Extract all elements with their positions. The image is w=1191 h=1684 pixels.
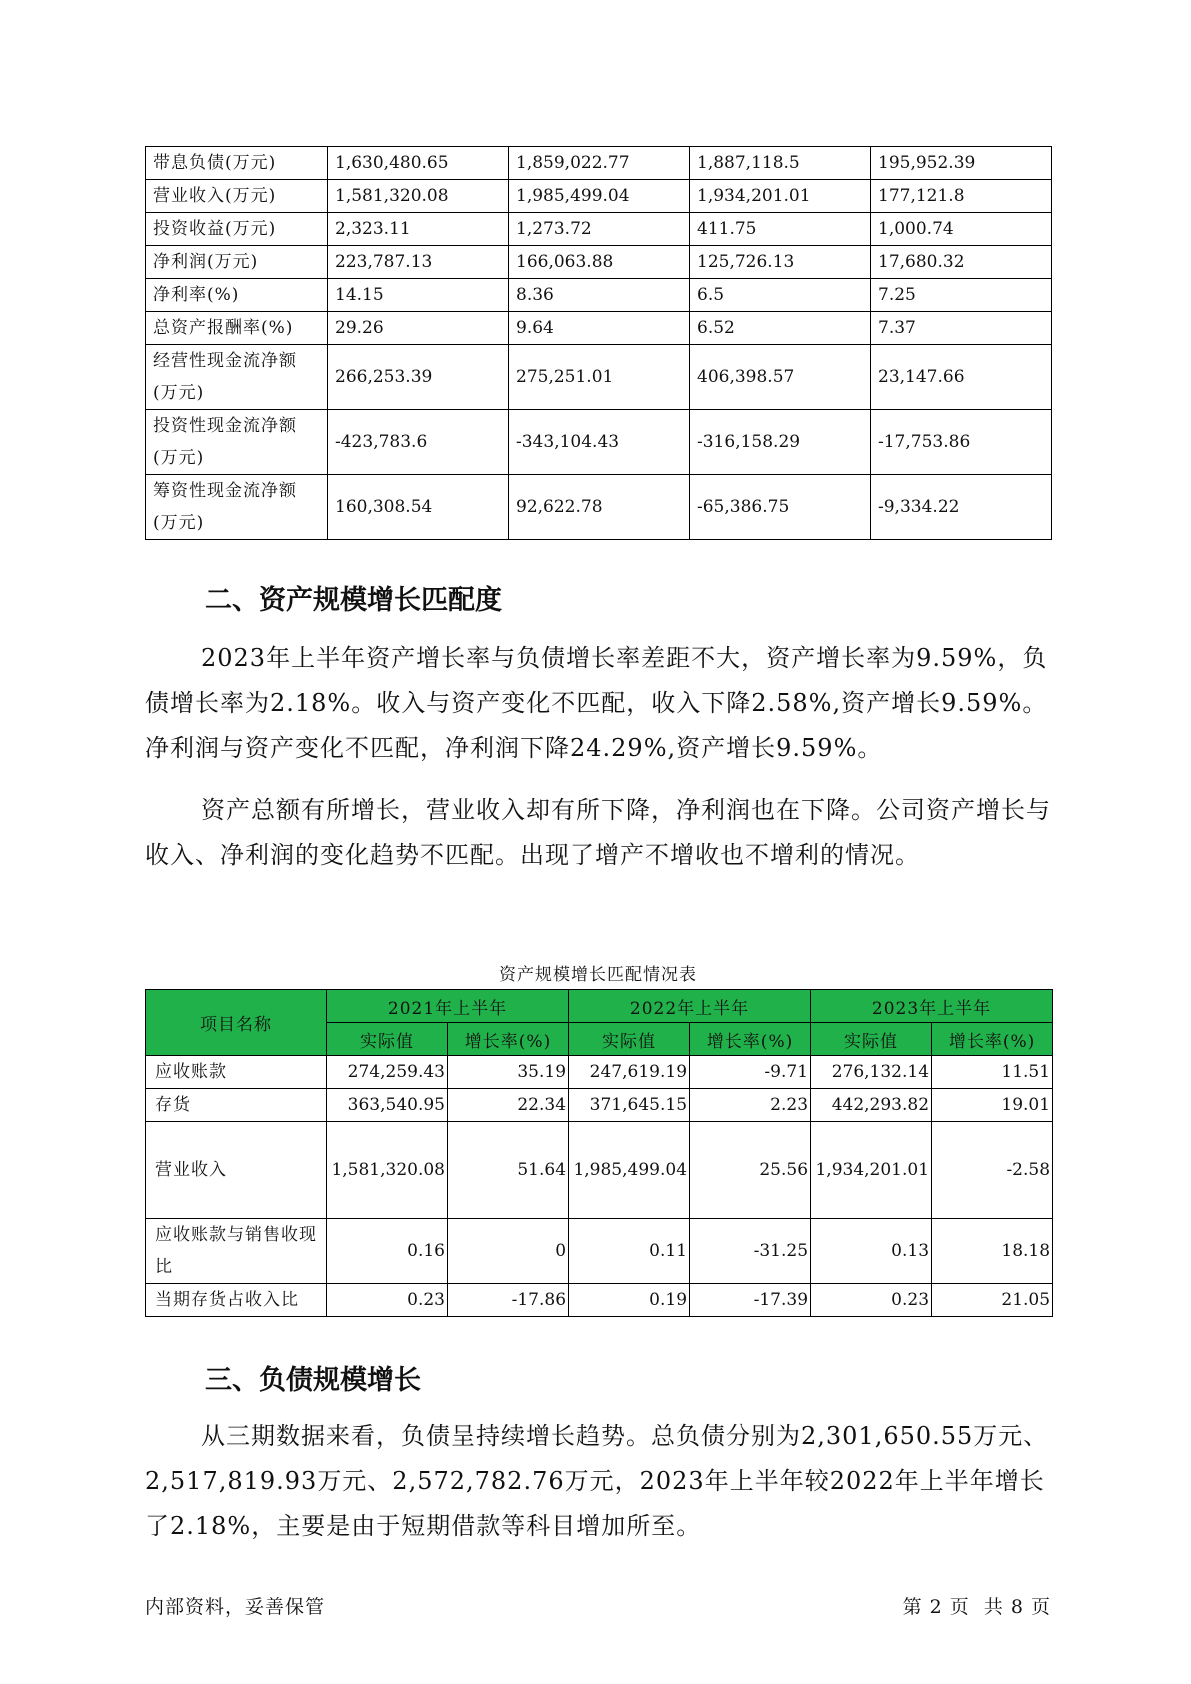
- table-cell: 14.15: [328, 279, 509, 312]
- row-label: 应收账款: [146, 1056, 327, 1089]
- row-label: 经营性现金流净额(万元): [146, 345, 328, 410]
- table-cell: 19.01: [932, 1089, 1053, 1122]
- table-cell: -9,334.22: [871, 475, 1052, 540]
- table-cell: 0: [448, 1219, 569, 1284]
- table-cell: 411.75: [690, 213, 871, 246]
- table-cell: 0.23: [327, 1284, 448, 1317]
- table-cell: 160,308.54: [328, 475, 509, 540]
- header-period: 2022年上半年: [569, 990, 811, 1023]
- subheader-actual: 实际值: [569, 1023, 690, 1056]
- table-cell: -9.71: [690, 1056, 811, 1089]
- table-row: [146, 279, 1052, 312]
- row-label: 总资产报酬率(%): [146, 312, 328, 345]
- table-cell: 1,273.72: [509, 213, 690, 246]
- table-cell: 177,121.8: [871, 180, 1052, 213]
- table-cell: 92,622.78: [509, 475, 690, 540]
- table-cell: 21.05: [932, 1284, 1053, 1317]
- table-row: [146, 312, 1052, 345]
- row-label: 营业收入(万元): [146, 180, 328, 213]
- header-period: 2023年上半年: [811, 990, 1053, 1023]
- table-row: [146, 1056, 1053, 1089]
- table-row: [146, 410, 1052, 475]
- table-cell: 275,251.01: [509, 345, 690, 410]
- table-row: [146, 1219, 1053, 1284]
- table-cell: 195,952.39: [871, 147, 1052, 180]
- table-cell: 1,581,320.08: [328, 180, 509, 213]
- row-label: 带息负债(万元): [146, 147, 328, 180]
- table-cell: 23,147.66: [871, 345, 1052, 410]
- table-cell: -17.86: [448, 1284, 569, 1317]
- table-cell: 1,985,499.04: [569, 1122, 690, 1219]
- table-cell: 371,645.15: [569, 1089, 690, 1122]
- table-cell: 125,726.13: [690, 246, 871, 279]
- table-cell: 166,063.88: [509, 246, 690, 279]
- table-cell: 0.23: [811, 1284, 932, 1317]
- table-caption: 资产规模增长匹配情况表: [499, 965, 697, 985]
- table-cell: 1,934,201.01: [811, 1122, 932, 1219]
- subheader-growth: 增长率(%): [932, 1023, 1053, 1056]
- row-label: 应收账款与销售收现比: [146, 1219, 327, 1284]
- table-header-row: [146, 990, 1053, 1023]
- table-cell: 1,581,320.08: [327, 1122, 448, 1219]
- table-cell: 276,132.14: [811, 1056, 932, 1089]
- table-cell: 51.64: [448, 1122, 569, 1219]
- table-cell: 9.64: [509, 312, 690, 345]
- subheader-growth: 增长率(%): [448, 1023, 569, 1056]
- table-cell: -17.39: [690, 1284, 811, 1317]
- row-label: 投资收益(万元): [146, 213, 328, 246]
- row-label: 投资性现金流净额(万元): [146, 410, 328, 475]
- table-row: [146, 475, 1052, 540]
- subheader-actual: 实际值: [811, 1023, 932, 1056]
- paragraph: 从三期数据来看，负债呈持续增长趋势。总负债分别为2,301,650.55万元、2,517,819.93万元、2,572,782.76万元，2023年上半年较2022年上半年增长了2.18%，主要是由于短期借款等科目增加所至。: [145, 1422, 1049, 1540]
- table-row: [146, 345, 1052, 410]
- table-cell: 1,934,201.01: [690, 180, 871, 213]
- table-cell: 1,630,480.65: [328, 147, 509, 180]
- row-label: 净利率(%): [146, 279, 328, 312]
- table-cell: -31.25: [690, 1219, 811, 1284]
- table-cell: 22.34: [448, 1089, 569, 1122]
- table-cell: 0.13: [811, 1219, 932, 1284]
- header-item-name: 项目名称: [146, 990, 327, 1056]
- table-cell: -65,386.75: [690, 475, 871, 540]
- table-row: [146, 213, 1052, 246]
- table-row: [146, 1089, 1053, 1122]
- table-cell: 0.16: [327, 1219, 448, 1284]
- paragraph: 资产总额有所增长，营业收入却有所下降，净利润也在下降。公司资产增长与收入、净利润的变化趋势不匹配。出现了增产不增收也不增利的情况。: [145, 796, 1051, 869]
- table-cell: 266,253.39: [328, 345, 509, 410]
- table-cell: 18.18: [932, 1219, 1053, 1284]
- row-label: 营业收入: [146, 1122, 327, 1219]
- asset-growth-match-table: [145, 989, 1053, 1317]
- table-cell: 0.11: [569, 1219, 690, 1284]
- table-cell: 274,259.43: [327, 1056, 448, 1089]
- row-label: 净利润(万元): [146, 246, 328, 279]
- table-cell: 17,680.32: [871, 246, 1052, 279]
- row-label: 存货: [146, 1089, 327, 1122]
- table-row: [146, 1122, 1053, 1219]
- table-cell: 35.19: [448, 1056, 569, 1089]
- row-label: 筹资性现金流净额(万元): [146, 475, 328, 540]
- table-row: [146, 246, 1052, 279]
- financial-indicators-table: [145, 146, 1052, 540]
- table-cell: 6.52: [690, 312, 871, 345]
- subheader-actual: 实际值: [327, 1023, 448, 1056]
- table-row: [146, 180, 1052, 213]
- table-cell: -17,753.86: [871, 410, 1052, 475]
- table-cell: -423,783.6: [328, 410, 509, 475]
- table-cell: 2,323.11: [328, 213, 509, 246]
- table-cell: 1,887,118.5: [690, 147, 871, 180]
- table-cell: 0.19: [569, 1284, 690, 1317]
- table-cell: -343,104.43: [509, 410, 690, 475]
- row-label: 当期存货占收入比: [146, 1284, 327, 1317]
- table-cell: 247,619.19: [569, 1056, 690, 1089]
- table-row: [146, 1284, 1053, 1317]
- table-cell: 2.23: [690, 1089, 811, 1122]
- table-cell: 406,398.57: [690, 345, 871, 410]
- table-cell: -2.58: [932, 1122, 1053, 1219]
- table-cell: 1,985,499.04: [509, 180, 690, 213]
- table-cell: 1,859,022.77: [509, 147, 690, 180]
- section-heading-asset-growth: 二、资产规模增长匹配度: [205, 585, 502, 616]
- subheader-growth: 增长率(%): [690, 1023, 811, 1056]
- table-cell: 223,787.13: [328, 246, 509, 279]
- table-row: [146, 147, 1052, 180]
- table-cell: 1,000.74: [871, 213, 1052, 246]
- table-cell: 6.5: [690, 279, 871, 312]
- table-cell: 11.51: [932, 1056, 1053, 1089]
- header-period: 2021年上半年: [327, 990, 569, 1023]
- table-cell: 25.56: [690, 1122, 811, 1219]
- paragraph: 2023年上半年资产增长率与负债增长率差距不大，资产增长率为9.59%，负债增长率为2.18%。收入与资产变化不匹配，收入下降2.58%,资产增长9.59%。净利润与资产变化不匹配，净利润下降24.29%,资产增长9.59%。: [145, 644, 1048, 762]
- table-cell: 8.36: [509, 279, 690, 312]
- table-cell: -316,158.29: [690, 410, 871, 475]
- footer-page-number: 第 2 页 共 8 页: [902, 1596, 1051, 1618]
- table-cell: 7.25: [871, 279, 1052, 312]
- table-cell: 7.37: [871, 312, 1052, 345]
- table-cell: 442,293.82: [811, 1089, 932, 1122]
- table-cell: 363,540.95: [327, 1089, 448, 1122]
- footer-confidential-note: 内部资料，妥善保管: [145, 1596, 326, 1618]
- section-heading-liability-growth: 三、负债规模增长: [205, 1365, 421, 1396]
- table-cell: 29.26: [328, 312, 509, 345]
